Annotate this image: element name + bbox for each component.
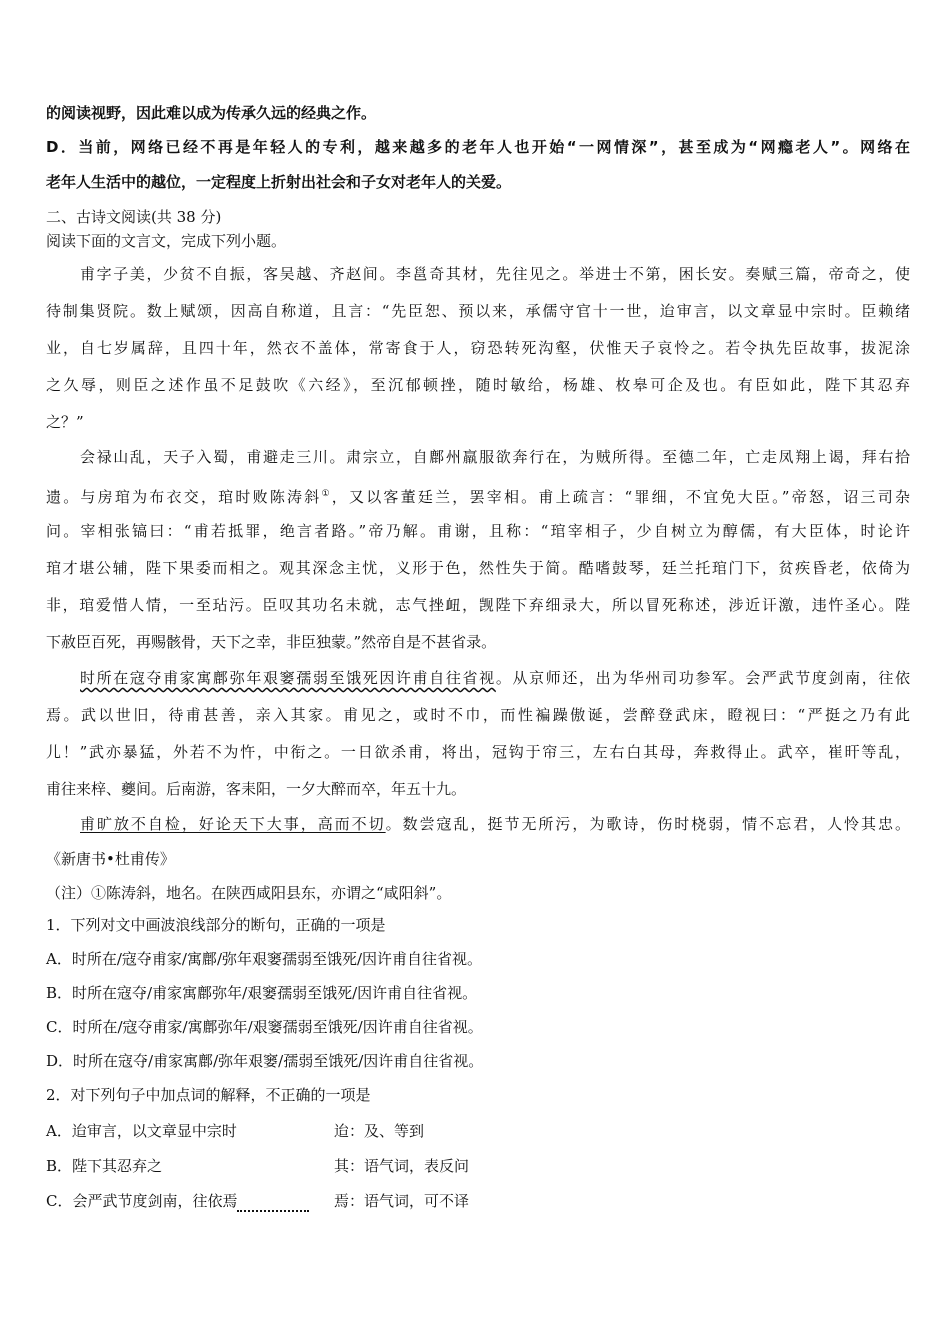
- p1-line: 待制集贤院。数上赋颂，因高自称道，且言：“先臣恕、预以来，承儒守官十一世，迨审言，以文章显中宗时。臣赖绪: [46, 302, 910, 320]
- q2-option-b-sentence: B．陛下其忍弃之: [46, 1157, 163, 1175]
- p1-line: 之久辱，则臣之述作虽不足鼓吹《六经》，至沉郁顿挫，随时敏给，杨雄、枚皋可企及也。有臣如此，陛下其忍弃: [46, 376, 910, 394]
- q1-option-a: A．时所在/寇夺甫家/寓鄜/弥年艰窭孺弱至饿死/因许甫自往省视。: [46, 950, 483, 968]
- p2-line-part: ，又以客董廷兰，罢宰相。甫上疏言：“罪细，不宜免大臣。”帝怒，诏三司杂: [331, 488, 910, 506]
- q2-option-a-sentence: A．迨审言，以文章显中宗时: [46, 1122, 237, 1140]
- p4-line-part: 。数尝寇乱，挺节无所污，为歌诗，伤时桡弱，情不忘君，人怜其忠。: [385, 815, 910, 833]
- p2-line: 下赦臣百死，再赐骸骨，天下之幸，非臣独蒙。”然帝自是不甚省录。: [46, 633, 497, 651]
- p2-line: 非，琯爱惜人情，一至玷污。臣叹其功名未就，志气挫衄，觊陛下弃细录大，所以冒死称述，涉近讦激，违忤圣心。陛: [46, 596, 910, 614]
- footnote: （注）①陈涛斜，地名。在陕西咸阳县东，亦谓之“咸阳斜”。: [46, 884, 452, 902]
- q2-stem: 2．对下列句子中加点词的解释，不正确的一项是: [46, 1086, 371, 1104]
- q2-option-b-gloss: 其：语气词，表反问: [334, 1157, 470, 1175]
- footnote-mark: ①: [321, 489, 332, 499]
- p2-line: 琯才堪公辅，陛下果委而相之。观其深念主忧，义形于色，然性失于简。酷嗜鼓琴，廷兰托琯门下，贫疾昏老，依倚为: [46, 559, 910, 577]
- q1-stem: 1．下列对文中画波浪线部分的断句，正确的一项是: [46, 916, 386, 934]
- p1-line: 之？”: [46, 413, 84, 431]
- underlined-sentence: 甫旷放不自检，好论天下大事，高而不切: [80, 815, 386, 833]
- q1-option-d: D．时所在寇夺/甫家寓鄜/弥年艰窭/孺弱至饿死/因许甫自往省视。: [46, 1052, 484, 1070]
- p3-line-wavy: [80, 667, 910, 689]
- q2-option-c-text: C．会严武节度剑南，往依焉: [46, 1192, 238, 1210]
- p2-line: 问。宰相张镐曰：“甫若抵罪，绝言者路。”帝乃解。甫谢，且称：“琯宰相子，少自树立为醇儒，有大臣体，时论许: [46, 522, 910, 540]
- p1-line: 甫字子美，少贫不自振，客吴越、齐赵间。李邕奇其材，先往见之。举进士不第，困长安。奏赋三篇，帝奇之，使: [80, 265, 910, 283]
- p3-line: 甫往来梓、夔间。后南游，客耒阳，一夕大醉而卒，年五十九。: [46, 780, 467, 798]
- section-instruction: 阅读下面的文言文，完成下列小题。: [46, 232, 287, 250]
- p3-line-part: 。从京师还，出为华州司功参军。会严武节度剑南，往依: [495, 669, 910, 687]
- wavy-underlined-sentence: 时所在寇夺甫家寓鄜弥年艰窭孺弱至饿死因许甫自往省视: [80, 669, 496, 687]
- p3-line: 焉。武以世旧，待甫甚善，亲入其家。甫见之，或时不巾，而性褊躁傲诞，尝醉登武床，瞪视曰：“严挺之乃有此: [46, 706, 910, 724]
- p2-line-footnote: [46, 483, 910, 508]
- q2-option-c-sentence: [46, 1190, 309, 1212]
- prev-option-d-line1: D．当前，网络已经不再是年轻人的专利，越来越多的老年人也开始“一网情深”，甚至成为“网瘾老人”。网络在: [46, 138, 910, 156]
- dotted-emphasis-line: [237, 1196, 309, 1212]
- q1-option-c: C．时所在/寇夺甫家/寓鄜弥年/艰窭孺弱至饿死/因许甫自往省视。: [46, 1018, 483, 1036]
- section-title: 二、古诗文阅读(共 38 分): [46, 208, 222, 226]
- p1-line: 业，自七岁属辞，且四十年，然衣不盖体，常寄食于人，窃恐转死沟壑，伏惟天子哀怜之。若令执先臣故事，拔泥涂: [46, 339, 910, 357]
- prev-option-d-line2: 老年人生活中的越位，一定程度上折射出社会和子女对老年人的关爱。: [46, 173, 512, 191]
- q1-option-b: B．时所在寇夺/甫家寓鄜弥年/艰窭孺弱至饿死/因许甫自往省视。: [46, 984, 478, 1002]
- p3-line: 儿！”武亦暴猛，外若不为忤，中衔之。一日欲杀甫，将出，冠钩于帘三，左右白其母，奔救得止。武卒，崔旰等乱，: [46, 743, 910, 761]
- prev-passage-line: 的阅读视野，因此难以成为传承久远的经典之作。: [46, 104, 377, 122]
- q2-option-a-gloss: 迨：及、等到: [334, 1122, 425, 1140]
- p2-line: 会禄山乱，天子入蜀，甫避走三川。肃宗立，自鄜州羸服欲奔行在，为贼所得。至德二年，亡走凤翔上谒，拜右拾: [80, 448, 910, 466]
- q2-option-c-gloss: 焉：语气词，可不译: [334, 1192, 470, 1210]
- p2-line-part: 遗。与房琯为布衣交，琯时败陈涛斜: [46, 488, 322, 506]
- source-citation: 《新唐书•杜甫传》: [46, 850, 175, 868]
- p4-line: [80, 813, 910, 835]
